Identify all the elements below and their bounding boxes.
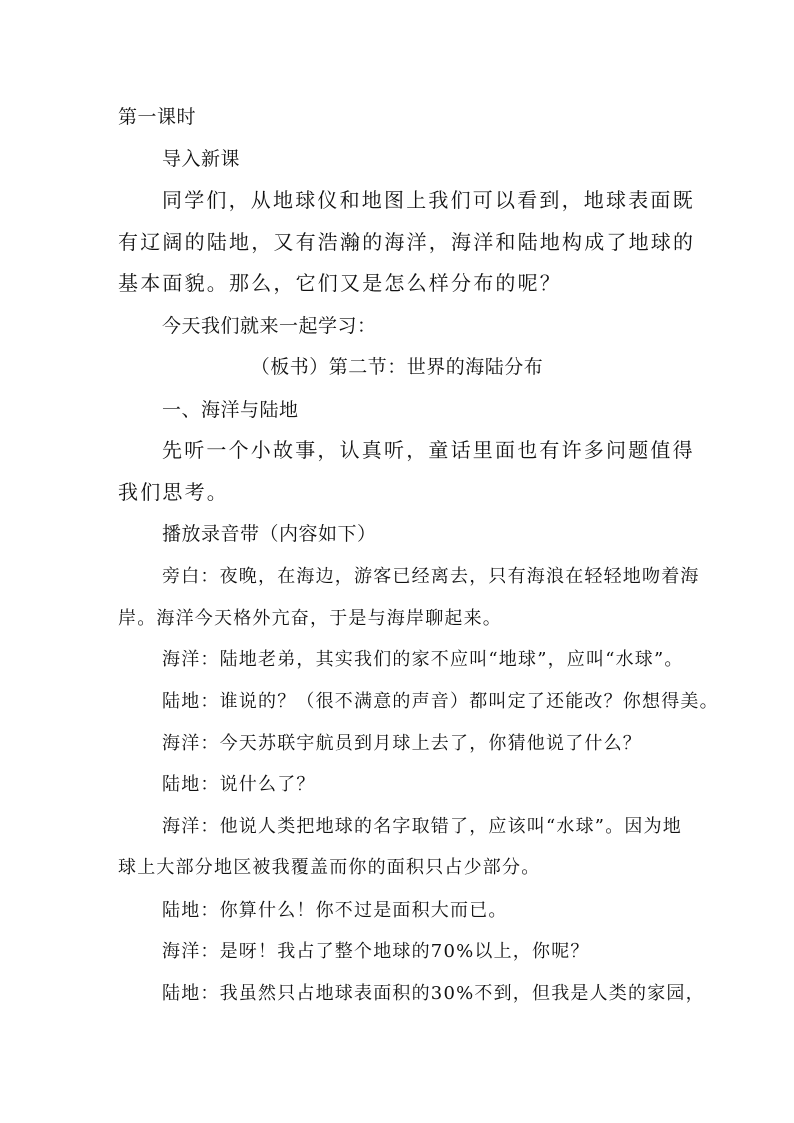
dialog-line: 海洋：今天苏联宇航员到月球上去了，你猜他说了什么？ (162, 733, 642, 754)
part-one-heading: 一、海洋与陆地 (162, 399, 299, 421)
dialog-line: 陆地：你算什么！你不过是面积大而已。 (162, 900, 508, 921)
dialog-line: 旁白：夜晚，在海边，游客已经离去，只有海浪在轻轻地吻着海 (162, 566, 700, 587)
dialog-line: 海洋：是呀！我占了整个地球的70%以上，你呢？ (162, 941, 590, 962)
dialog-line: 海洋：他说人类把地球的名字取错了，应该叫“水球”。因为地 (162, 816, 683, 837)
dialog-line: 陆地：谁说的？（很不满意的声音）都叫定了还能改？你想得美。 (162, 691, 719, 712)
dialog-line: 岸。海洋今天格外亢奋，于是与海岸聊起来。 (118, 608, 502, 629)
story-paragraph-line: 我们思考。 (118, 480, 229, 504)
lesson-title: 第一课时 (118, 106, 197, 128)
today-line: 今天我们就来一起学习： (162, 315, 377, 337)
intro-paragraph-line: 基本面貌。那么，它们又是怎么样分布的呢？ (118, 271, 562, 295)
dialog-line: 海洋：陆地老弟，其实我们的家不应叫“地球”，应叫“水球”。 (162, 649, 684, 670)
dialog-line: 陆地：说什么了？ (162, 774, 316, 795)
tape-line: 播放录音带（内容如下） (162, 523, 377, 545)
board-title: （板书）第二节：世界的海陆分布 (250, 356, 544, 378)
story-paragraph-line: 先听一个小故事，认真听，童话里面也有许多问题值得 (162, 438, 695, 462)
intro-paragraph-line: 同学们，从地球仪和地图上我们可以看到，地球表面既 (162, 188, 695, 212)
dialog-line: 陆地：我虽然只占地球表面积的30%不到，但我是人类的家园， (162, 983, 705, 1004)
dialog-line: 球上大部分地区被我覆盖而你的面积只占少部分。 (118, 857, 541, 878)
intro-paragraph-line: 有辽阔的陆地，又有浩瀚的海洋，海洋和陆地构成了地球的 (118, 230, 696, 254)
section-intro-heading: 导入新课 (162, 148, 241, 170)
